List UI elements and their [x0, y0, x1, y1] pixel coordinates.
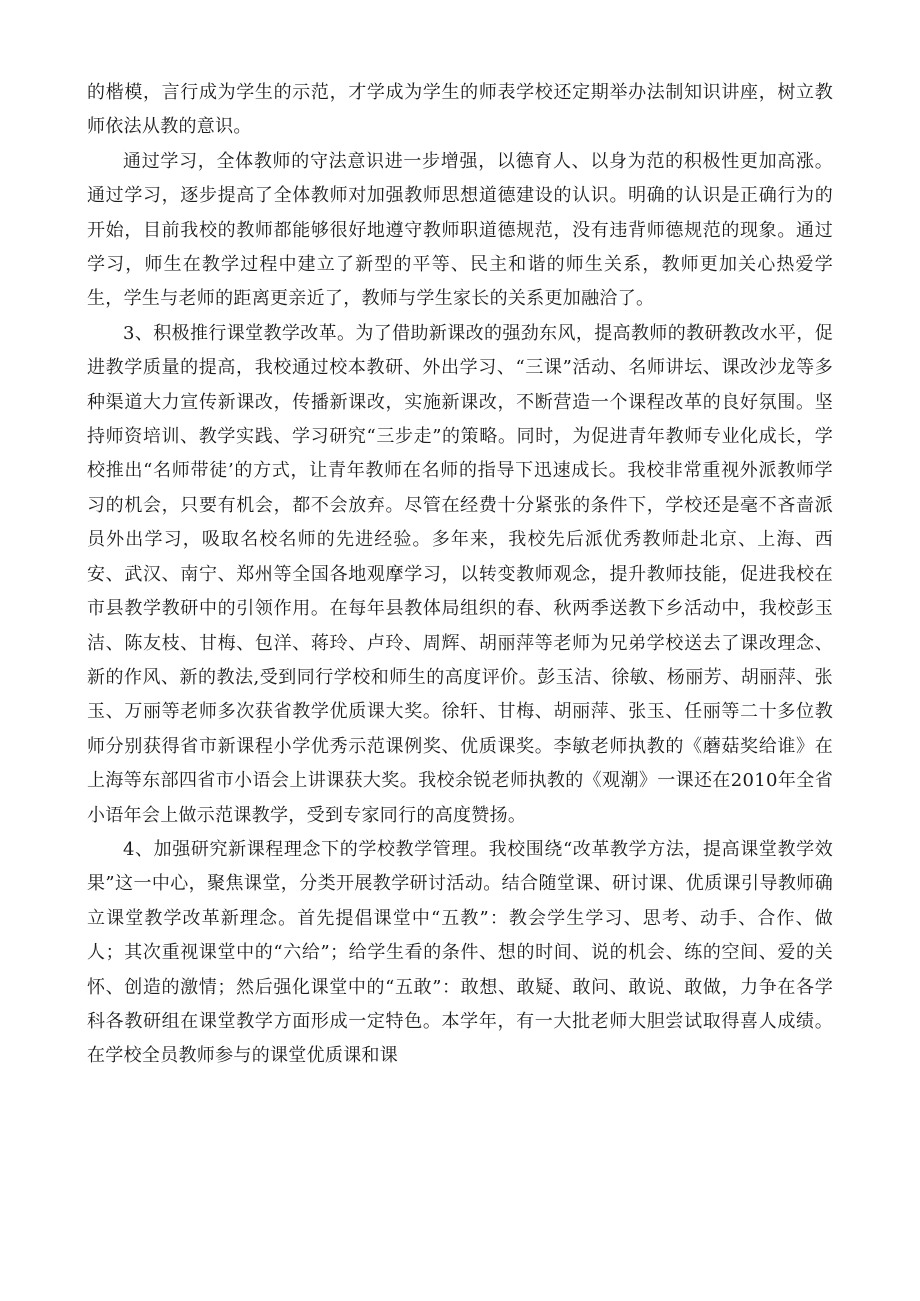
document-body [87, 76, 833, 1074]
paragraph-study-results: 通过学习，全体教师的守法意识进一步增强，以德育人、以身为范的积极性更加高涨。通过学习，逐步提高了全体教师对加强教师思想道德建设的认识。明确的认识是正确行为的开始，目前我校的教师都能够很好地遵守教师职道德规范，没有违背师德规范的现象。通过学习，师生在教学过程中建立了新型的平等、民主和谐的师生关系，教师更加关心热爱学生，学生与老师的距离更亲近了，教师与学生家长的关系更加融洽了。 [87, 150, 833, 310]
paragraph-teaching-management: 4、加强研究新课程理念下的学校教学管理。我校围绕“改革教学方法，提高课堂教学效果”这一中心，聚焦课堂，分类开展教学研讨活动。结合随堂课、研讨课、优质课引导教师确立课堂教学改革新理念。首先提倡课堂中“五教”：教会学生学习、思考、动手、合作、做人；其次重视课堂中的“六给”；给学生看的条件、想的时间、说的机会、练的空间、爱的关怀、创造的激情；然后强化课堂中的“五敢”：敢想、敢疑、敢问、敢说、敢做，力争在各学科各教研组在课堂教学方面形成一定特色。本学年，有一大批老师大胆尝试取得喜人成绩。在学校全员教师参与的课堂优质课和课 [87, 838, 833, 1067]
paragraph-classroom-reform: 3、积极推行课堂教学改革。为了借助新课改的强劲东风，提高教师的教研教改水平，促进教学质量的提高，我校通过校本教研、外出学习、“三课”活动、名师讲坛、课改沙龙等多种渠道大力宣传新课改，传播新课改，实施新课改，不断营造一个课程改革的良好氛围。坚持师资培训、教学实践、学习研究“三步走”的策略。同时，为促进青年教师专业化成长，学校推出“名师带徒’的方式，让青年教师在名师的指导下迅速成长。我校非常重视外派教师学习的机会，只要有机会，都不会放弃。尽管在经费十分紧张的条件下，学校还是毫不吝啬派员外出学习，吸取名校名师的先进经验。多年来，我校先后派优秀教师赴北京、上海、西安、武汉、南宁、郑州等全国各地观摩学习，以转变教师观念，提升教师技能，促进我校在市县教学教研中的引领作用。在每年县教体局组织的春、秋两季送教下乡活动中，我校彭玉洁、陈友枝、甘梅、包洋、蒋玲、卢玲、周辉、胡丽萍等老师为兄弟学校送去了课改理念、新的作风、新的教法,受到同行学校和师生的高度评价。彭玉洁、徐敏、杨丽芳、胡丽萍、张玉、万丽等老师多次获省教学优质课大奖。徐轩、甘梅、胡丽萍、张玉、任丽等二十多位教师分别获得省市新课程小学优秀示范课例奖、优质课奖。李敏老师执教的《蘑菇奖给谁》在上海等东部四省市小语会上讲课获大奖。我校余锐老师执教的《观潮》一课还在2010年全省小语年会上做示范课教学，受到专家同行的高度赞扬。 [87, 322, 833, 826]
paragraph-continuation: 的楷模，言行成为学生的示范，才学成为学生的师表学校还定期举办法制知识讲座，树立教师依法从教的意识。 [87, 82, 833, 138]
